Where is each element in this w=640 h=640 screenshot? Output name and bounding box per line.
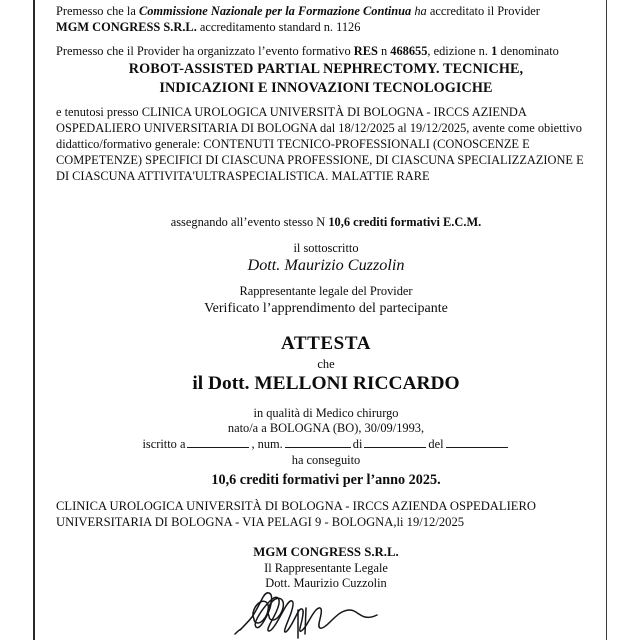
event-statement <box>56 43 596 59</box>
handwritten-signature <box>228 586 418 640</box>
page-border-right <box>606 0 607 640</box>
recipient-name: il Dott. MELLONI RICCARDO <box>192 373 460 394</box>
intro-ha: ha <box>411 4 430 18</box>
accreditation-statement <box>56 3 596 35</box>
national-commission-name: Commissione Nazionale per la Formazione Continua <box>138 4 412 18</box>
res-number: 468655 <box>390 44 428 58</box>
res-label: RES <box>353 44 378 58</box>
intro-prefix: Premesso che la <box>56 4 139 18</box>
location-line2: UNIVERSITARIA DI BOLOGNA - VIA PELAGI 9 - BOLOGNA,li 19/12/2025 <box>56 515 465 530</box>
credits-prefix: assegnando all’evento stesso N <box>170 215 329 229</box>
recipient-birth-details: nato/a a BOLOGNA (BO), 30/09/1993, <box>227 421 425 435</box>
provider-name: MGM CONGRESS S.R.L. <box>56 20 197 35</box>
enrolment-number-blank[interactable] <box>285 436 351 448</box>
learning-verified-statement: Verificato l’apprendimento del partecipante <box>204 301 448 316</box>
footer-company-name: MGM CONGRESS S.R.L. <box>253 545 399 559</box>
signatory-role: Rappresentante legale del Provider <box>239 284 413 298</box>
enrolment-register-blank[interactable] <box>187 436 249 448</box>
enrolment-province-blank[interactable] <box>364 436 426 448</box>
enrolment-date-blank[interactable] <box>446 436 508 448</box>
recipient-profession: in qualità di Medico chirurgo <box>253 406 399 420</box>
credits-assigned <box>56 214 596 230</box>
accreditation-standard: accreditamento standard n. 1126 <box>196 20 361 35</box>
venue-and-objectives: e tenutosi presso CLINICA UROLOGICA UNIVERSITÀ DI BOLOGNA - IRCCS AZIENDA OSPEDALIERO UNIVERSITARIA DI BOLOGNA dal 18/12/2025 al 19/12/2025, avente come obiettivo didattico/formativo generale: CONTENUTI TECNICO-PROFESSIONALI (CONOSCENZE E COMPETENZE) SPECIFICI DI CIASCUNA PROFESSIONE, DI CIASCUNA SPECIALIZZAZIONE E DI CIASCUNA ATTIVITA'ULTRASPECIALISTICA. MALATTIE RARE <box>56 105 584 184</box>
ha-conseguito-label: ha conseguito <box>291 453 361 467</box>
che-label: che <box>317 357 335 371</box>
edition-suffix: denominato <box>497 44 559 58</box>
enrolment-di-label: di <box>352 437 363 451</box>
enrolment-line <box>56 436 596 452</box>
undersigned-label: il sottoscritto <box>293 241 359 255</box>
event-title <box>56 60 596 98</box>
credits-year-value: 10,6 crediti formativi per l’anno 2025 <box>211 472 438 488</box>
location-and-date <box>56 498 596 530</box>
enrolment-del-label: del <box>428 437 444 451</box>
event-title-line1: ROBOT-ASSISTED PARTIAL NEPHRECTOMY. TECNICHE, <box>128 61 524 77</box>
credits-year-period: . <box>437 472 441 488</box>
certificate-body <box>56 0 596 640</box>
edition-prefix: , edizione n. <box>427 44 492 58</box>
enrolment-iscritto-label: iscritto a <box>142 437 186 451</box>
signatory-name: Dott. Maurizio Cuzzolin <box>247 256 405 274</box>
event-title-line2: INDICAZIONI E INNOVAZIONI TECNOLOGICHE <box>159 80 493 96</box>
credits-for-year <box>56 472 596 489</box>
attesta-heading: ATTESTA <box>280 333 372 354</box>
page-border-left <box>33 0 35 640</box>
event-prefix: Premesso che il Provider ha organizzato l’evento formativo <box>56 44 354 58</box>
footer-signature-block <box>56 545 596 592</box>
edition-number: 1 <box>491 44 498 58</box>
footer-signatory-name: Dott. Maurizio Cuzzolin <box>265 576 387 591</box>
intro-suffix: accreditato il Provider <box>429 4 540 18</box>
enrolment-num-label: , num. <box>251 437 283 451</box>
footer-role: Il Rappresentante Legale <box>264 560 388 575</box>
location-line1: CLINICA UROLOGICA UNIVERSITÀ DI BOLOGNA - IRCCS AZIENDA OSPEDALIERO <box>56 499 536 513</box>
credits-value: 10,6 crediti formativi E.C.M. <box>328 215 482 229</box>
res-n: n <box>377 44 391 58</box>
